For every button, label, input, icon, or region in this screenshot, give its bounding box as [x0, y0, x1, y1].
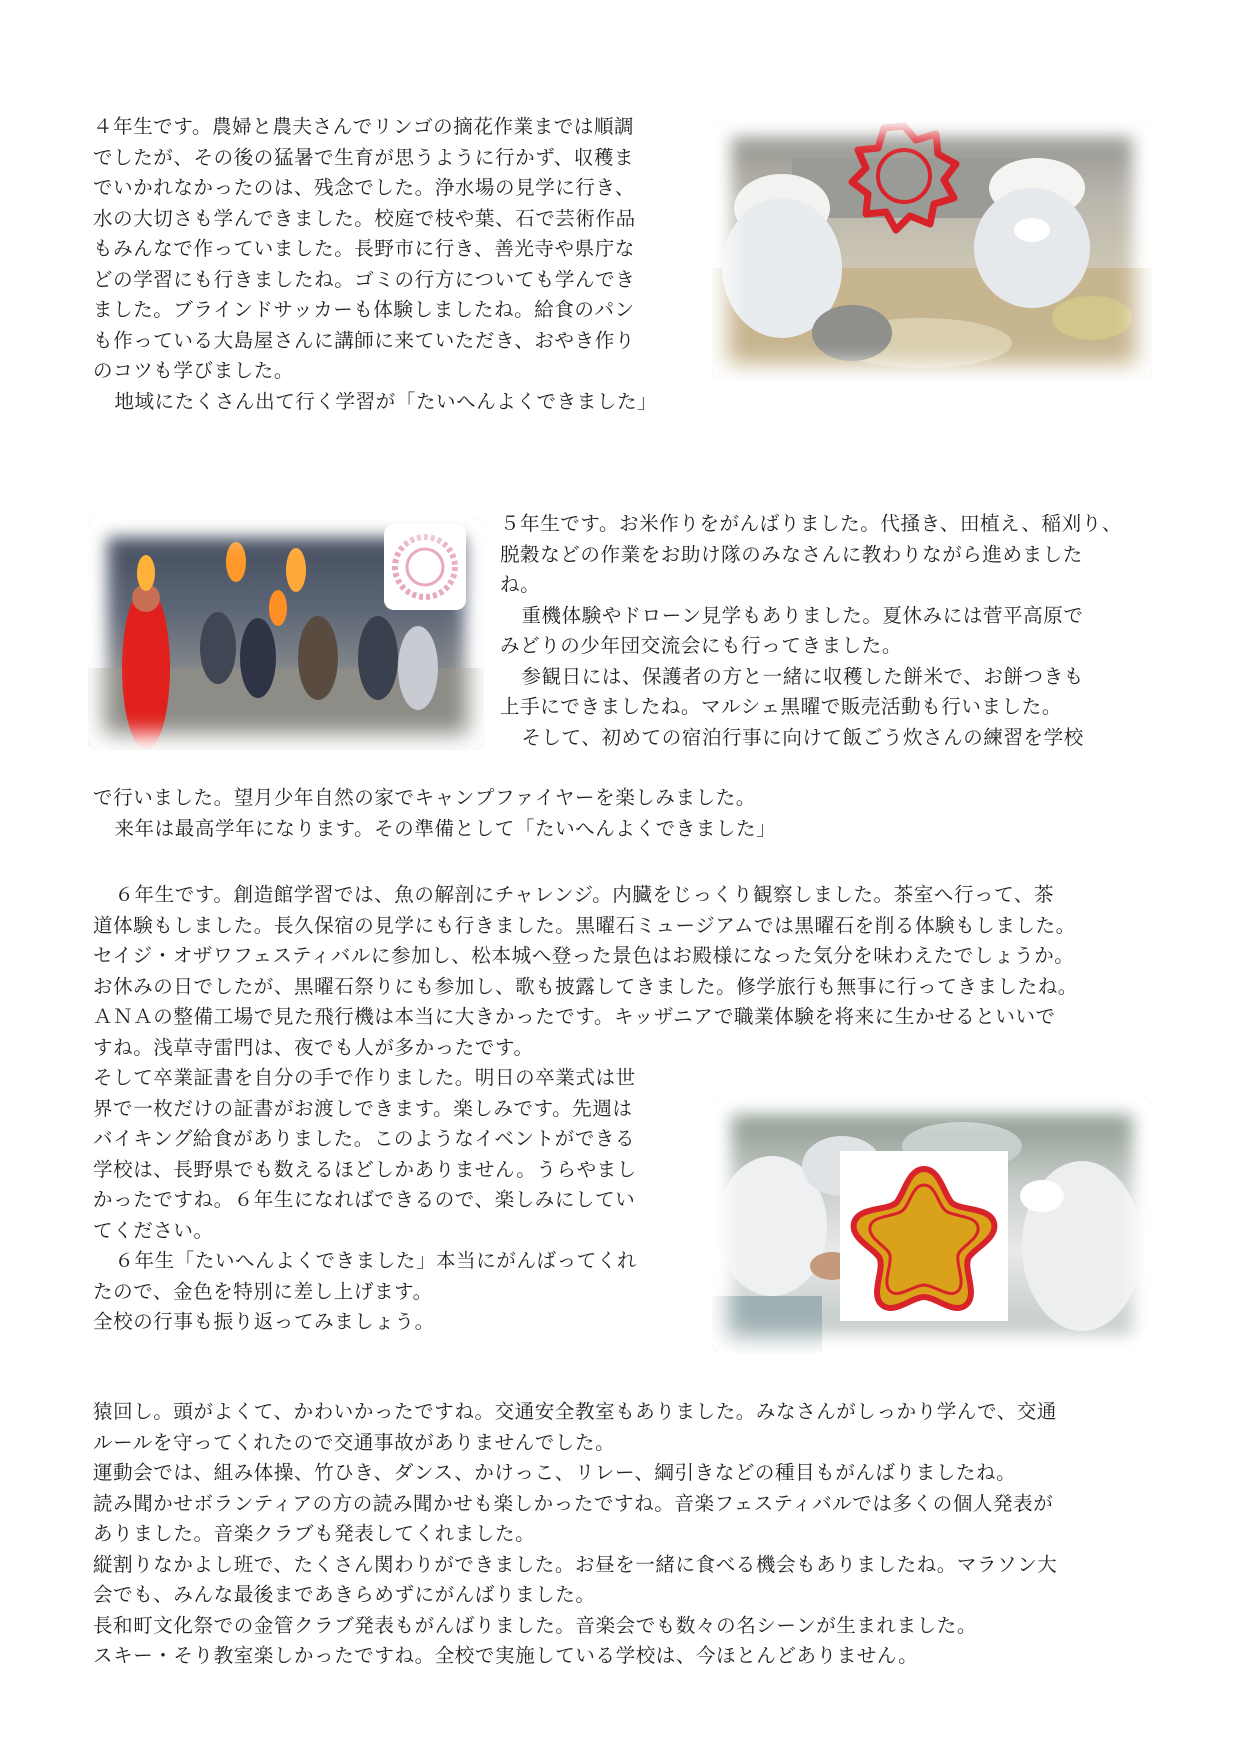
grade4-line: どの学習にも行きましたね。ゴミの行方についても学んでき: [93, 267, 636, 291]
grade4-line: でしたが、その後の猛暑で生育が思うように行かず、収穫ま: [93, 145, 635, 169]
grade5-line: ５年生です。お米作りをがんばりました。代掻き、田植え、稲刈り、: [500, 512, 1122, 535]
whole-school-line: 長和町文化祭での金管クラブ発表もがんばりました。音楽会でも数々の名シーンが生まれました。: [93, 1613, 978, 1637]
grade6-closing: 全校の行事も振り返ってみましょう。: [93, 1310, 435, 1333]
grade6-line: すね。浅草寺雷門は、夜でも人が多かったです。: [93, 1035, 534, 1059]
grade4-line: ました。ブラインドサッカーも体験しましたね。給食のパン: [93, 298, 635, 321]
grade6-line: ６年生です。創造館学習では、魚の解剖にチャレンジ。内臓をじっくり観察しました。茶室へ行って、茶: [114, 883, 1055, 906]
grade6-paragraph: [93, 880, 1158, 1063]
whole-school-line: ルールを守ってくれたので交通事故がありませんでした。: [93, 1430, 616, 1454]
grade6-line: そして卒業証書を自分の手で作りました。明日の卒業式は世: [93, 1066, 636, 1089]
grade6-line: 道体験もしました。長久保宿の見学にも行きました。黒曜石ミュージアムでは黒曜石を削る体験もしました。: [93, 913, 1076, 937]
whole-school-line: ありました。音楽クラブも発表してくれました。: [93, 1522, 536, 1545]
grade5-continued: [93, 783, 1153, 844]
grade5-line: で行いました。望月少年自然の家でキャンプファイヤーを楽しみました。: [93, 786, 756, 809]
whole-school-line: 読み聞かせボランティアの方の読み聞かせも楽しかったですね。音楽フェスティバルでは多くの個人発表が: [93, 1491, 1054, 1515]
stamp-seal-3: [840, 1151, 1008, 1325]
grade4-line: のコツも学びました。: [93, 359, 295, 382]
grade4-line: もみんなで作っていました。長野市に行き、善光寺や県庁な: [93, 237, 635, 260]
grade5-line: 上手にできましたね。マルシェ黒曜で販売活動も行いました。: [500, 695, 1062, 718]
stamp-seal-2: [384, 524, 466, 614]
stamp-seal-1: [844, 120, 964, 239]
whole-school-line: 猿回し。頭がよくて、かわいかったですね。交通安全教室もありました。みなさんがしっかり学んで、交通: [93, 1400, 1058, 1423]
grade4-line: も作っている大島屋さんに講師に来ていただき、おやき作り: [93, 328, 635, 352]
grade5-line: 参観日には、保護者の方と一緒に収穫した餅米で、お餅つきも: [521, 664, 1084, 688]
grade6-line: バイキング給食がありました。このようなイベントができる: [93, 1127, 636, 1150]
grade5-closing: 来年は最高学年になります。その準備として「たいへんよくできました」: [114, 816, 777, 840]
grade6-line: セイジ・オザワフェスティバルに参加し、松本城へ登った景色はお殿様になった気分を味わえたでしょうか。: [93, 944, 1075, 967]
whole-school-line: スキー・そり教室楽しかったですね。全校で実施している学校は、今ほとんどありません。: [93, 1644, 919, 1667]
grade6-line: ＡＮＡの整備工場で見た飛行機は本当に大きかったです。キッザニアで職業体験を将来に生かせるといいで: [93, 1005, 1056, 1028]
grade5-line: ね。: [500, 573, 541, 596]
grade4-closing: 地域にたくさん出て行く学習が「たいへんよくできました」: [114, 389, 658, 413]
grade6-line: お休みの日でしたが、黒曜石祭りにも参加し、歌も披露してきました。修学旅行も無事に行ってきましたね。: [93, 974, 1078, 998]
grade5-line: そして、初めての宿泊行事に向けて飯ごう炊さんの練習を学校: [521, 725, 1084, 749]
whole-school-line: 会でも、みんな最後まであきらめずにがんばりました。: [93, 1583, 596, 1606]
grade4-paragraph: [93, 112, 693, 417]
grade4-line: 水の大切さも学んできました。校庭で枝や葉、石で芸術作品: [93, 206, 636, 230]
grade4-line: ４年生です。農婦と農夫さんでリンゴの摘花作業までは順調: [93, 115, 635, 138]
grade6-closing: たので、金色を特別に差し上げます。: [93, 1279, 433, 1303]
grade6-line: てください。: [93, 1218, 214, 1242]
grade4-line: でいかれなかったのは、残念でした。浄水場の見学に行き、: [93, 176, 635, 199]
grade5-line: 脱穀などの作業をお助け隊のみなさんに教わりながら進めました: [500, 542, 1083, 566]
grade6-paragraph-b: [93, 1063, 693, 1338]
grade6-line: 界で一枚だけの証書がお渡しできます。楽しみです。先週は: [93, 1096, 633, 1120]
viking-lunch-photo: [712, 1096, 1152, 1353]
oyaki-making-photo: [712, 118, 1152, 380]
campfire-photo: [88, 518, 484, 750]
whole-school-line: 運動会では、組み体操、竹ひき、ダンス、かけっこ、リレー、綱引きなどの種目もがんばりましたね。: [93, 1461, 1017, 1484]
grade5-line: 重機体験やドローン見学もありました。夏休みには菅平高原で: [521, 603, 1084, 627]
whole-school-paragraph: [93, 1397, 1163, 1672]
grade6-line: 学校は、長野県でも数えるほどしかありません。うらやまし: [93, 1157, 637, 1181]
whole-school-line: 縦割りなかよし班で、たくさん関わりができました。お昼を一緒に食べる機会もありましたね。マラソン大: [93, 1552, 1058, 1576]
grade6-line: かったですね。６年生になればできるので、楽しみにしてい: [93, 1188, 636, 1211]
grade6-closing: ６年生「たいへんよくできました」本当にがんばってくれ: [114, 1249, 638, 1272]
grade5-paragraph: [500, 509, 1160, 753]
grade5-line: みどりの少年団交流会にも行ってきました。: [500, 634, 903, 657]
